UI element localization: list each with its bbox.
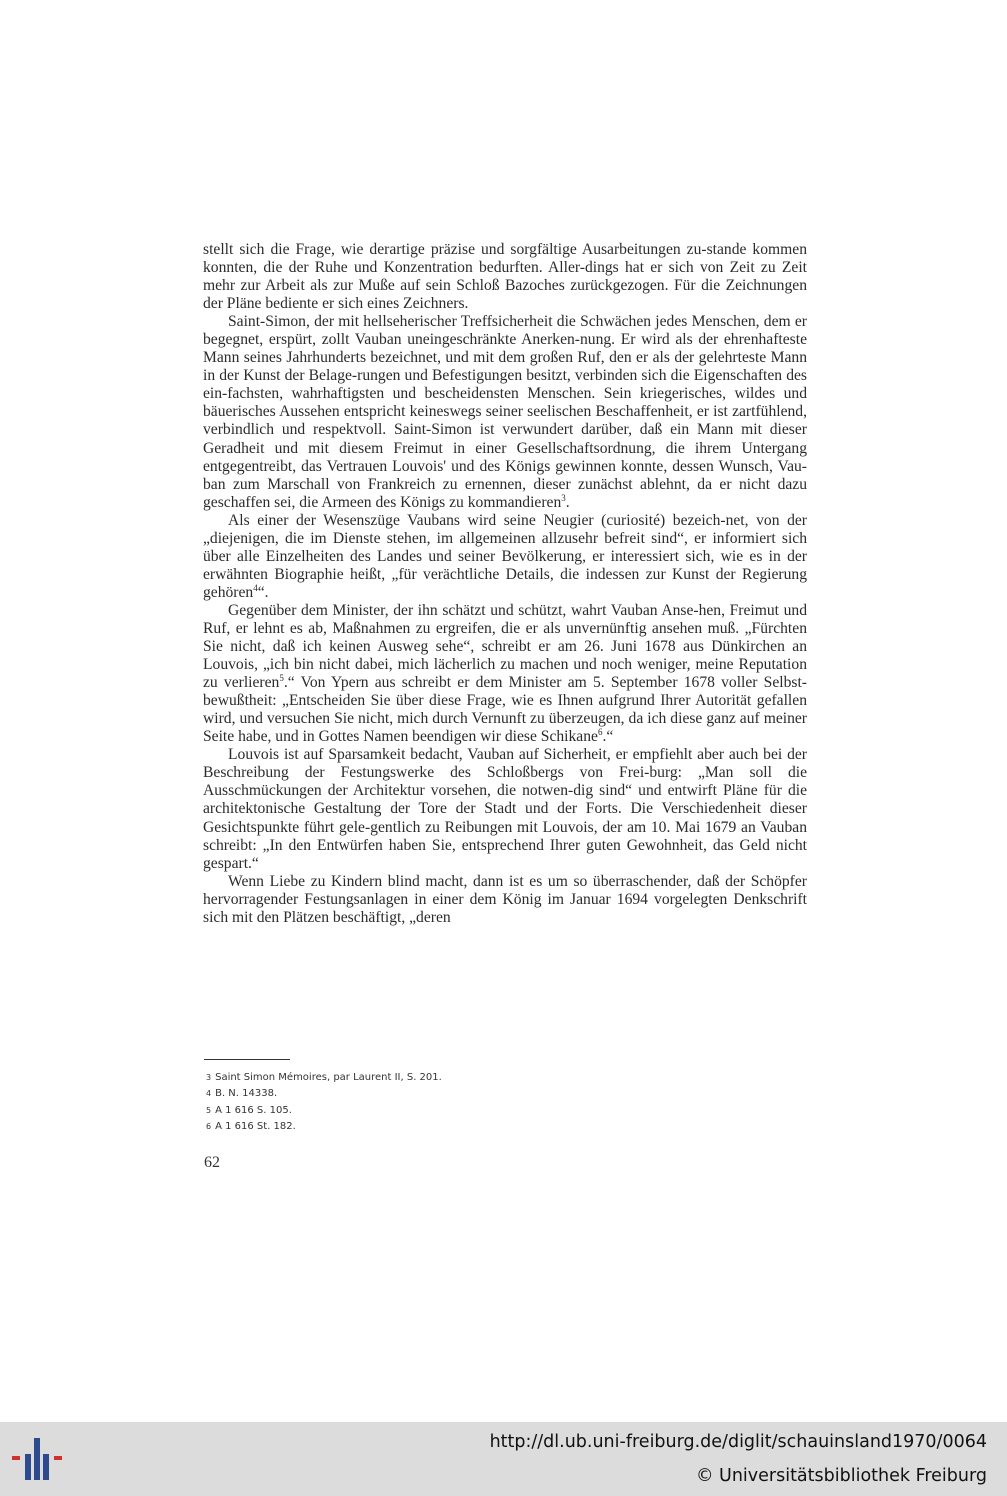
paragraph-1: stellt sich die Frage, wie derartige präzise und sorgfältige Ausarbeitungen zu-stande kommen konnten, die der Ruhe und Konzentration bedurften. Aller-dings hat er sich von Zeit zu Zeit mehr zur Arbeit als zur Muße auf sein Schloß Bazoches zurückgezogen. Für die Zeichnungen der Pläne bediente er sich eines Zeichners.: [203, 241, 807, 313]
footnote-ref-3[interactable]: 3: [561, 492, 566, 503]
paragraph-2: Saint-Simon, der mit hellseherischer Treffsicherheit die Schwächen jedes Menschen, dem er begegnet, erspürt, zollt Vauban uneingeschränkte Anerken-nung. Er wird als der ehrenhafteste Mann seines Jahrhunderts bezeichnet, und mit dem großen Ruf, den er als der gelehrteste Mann in der Kunst der Belage-rungen und Befestigungen besitzt, verbinden sich die Eigenschaften des ein-fachsten, wahrhaftigsten und bescheidensten Menschen. Sein kriegerisches, wildes und bäuerisches Aussehen entspricht keineswegs seiner seelischen Beschaffenheit, er ist zartfühlend, verbindlich und respektvoll. Saint-Simon ist verwundert darüber, daß ein Mann mit dieser Geradheit und mit diesem Freimut in einer Gesellschaftsordnung, die ihrem Untergang entgegentreibt, das Vertrauen Louvois' und des Königs gewinnen konnte, dessen Wunsch, Vau-ban zum Marschall von Frankreich zu ernennen, dieser zunächst ablehnt, da er nicht dazu geschaffen sei, die Armeen des Königs zu kommandieren$^3$.: [203, 313, 807, 511]
footnote-item: 6 A 1 616 St. 182.: [206, 1120, 296, 1132]
page-number: 62: [204, 1154, 220, 1171]
footer-bar: [0, 1422, 1007, 1496]
paragraph-3: Als einer der Wesenszüge Vaubans wird seine Neugier (curiosité) bezeich-net, von der „diejenigen, die im Dienste stehen, im allgemeinen allzusehr befreit sind“, er informiert sich über alle Einzelheiten des Landes und seiner Bevölkerung, er interessiert sich, wie es in der erwähnten Biographie heißt, „für verächtliche Details, die indessen zur Kunst der Regierung gehören$^4$“.: [203, 511, 807, 601]
footnote-item: 3 Saint Simon Mémoires, par Laurent II, S. 201.: [206, 1072, 442, 1083]
paragraph-6: Wenn Liebe zu Kindern blind macht, dann ist es um so überraschender, daß der Schöpfer hervorragender Festungsanlagen in einer dem König im Januar 1694 vorgelegten Denkschrift sich mit den Plätzen beschäftigt, „deren: [203, 872, 807, 926]
footnote-ref-5[interactable]: 5: [279, 673, 284, 684]
footnote-item: 4 B. N. 14338.: [206, 1088, 278, 1100]
paragraph-5: Louvois ist auf Sparsamkeit bedacht, Vauban auf Sicherheit, er empfiehlt aber auch bei der Beschreibung der Festungswerke des Schloßbergs von Frei-burg: „Man soll die Ausschmückungen der Architektur vorsehen, die notwen-dig sind“ und entwirft Pläne für die architektonische Gestaltung der Tore der Stadt und der Forts. Die Verschiedenheit dieser Gesichtspunkte führt gele-gentlich zu Reibungen mit Louvois, der am 10. Mai 1679 an Vauban schreibt: „In den Entwürfen haben Sie, entsprechend Ihrer guten Gewohnheit, das Geld nicht gespart.“: [203, 746, 807, 872]
body-text: [203, 241, 807, 927]
document-url-link[interactable]: http://dl.ub.uni-freiburg.de/diglit/schauinsland1970/0064: [489, 1432, 987, 1452]
footnote-item: 5 A 1 616 S. 105.: [206, 1104, 292, 1116]
footnote-divider: [204, 1059, 290, 1060]
footnote-ref-6[interactable]: 6: [597, 727, 603, 738]
ub-freiburg-logo-icon[interactable]: [12, 1438, 62, 1480]
copyright-text: © Universitätsbibliothek Freiburg: [695, 1466, 987, 1486]
footnote-ref-4[interactable]: 4: [253, 582, 258, 593]
paragraph-4: Gegenüber dem Minister, der ihn schätzt und schützt, wahrt Vauban Anse-hen, Freimut und Ruf, er lehnt es ab, Maßnahmen zu ergreifen, die er als unvernünftig ansehen muß. „Fürchten Sie nicht, daß ich keinen Ausweg sehe“, schreibt er am 26. Juni 1678 aus Dünkirchen an Louvois, „ich bin nicht dabei, mich lächerlich zu machen und noch weniger, meine Reputation zu verlieren$^5$.“ Von Ypern aus schreibt er dem Minister am 5. September 1678 voller Selbst-bewußtheit: „Entscheiden Sie über diese Frage, wie es Ihnen aufgrund Ihrer Autorität gefallen wird, und versuchen Sie nicht, mich durch Vernunft zu überzeugen, da ich diese ganz auf meiner Seite habe, und in Gottes Namen beendigen wir diese Schikane$^6$.“: [203, 601, 807, 746]
footnotes: [206, 1070, 706, 1135]
